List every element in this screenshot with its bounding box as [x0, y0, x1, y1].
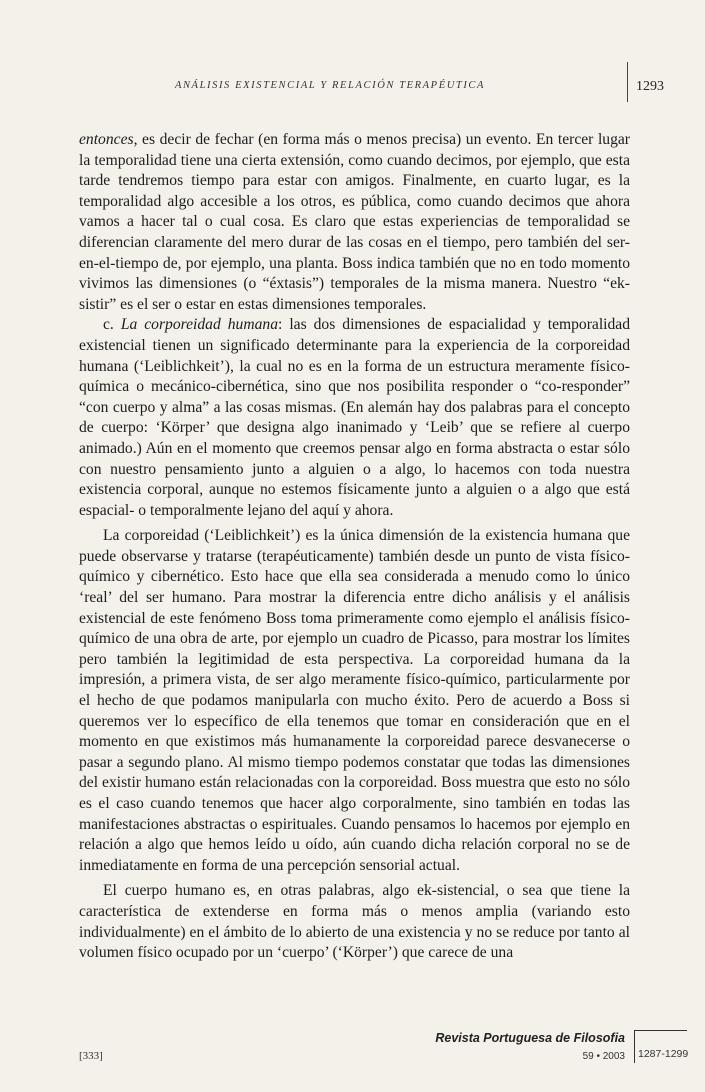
journal-name: Revista Portuguesa de Filosofia [435, 1031, 625, 1045]
bracket-page-number: [333] [79, 1050, 103, 1062]
running-title: ANÁLISIS EXISTENCIAL Y RELACIÓN TERAPÉUTICA [174, 80, 486, 91]
paragraph-2-prefix: c. [103, 316, 121, 334]
paragraph-2-text: : las dos dimensiones de espacialidad y temporalidad existencial tienen un significado determinante para la experiencia de la corporeidad humana (‘Leiblichkeit’), la cual no es en la forma de un estructura meramente físico-química o mecánico-cibernética, sino que nos posibilita responder o “co-responder” “con cuerpo y alma” a las cosas mismas. (En alemán hay dos palabras para el concepto de cuerpo: ‘Körper’ que designa algo inanimado y ‘Leib’ que se refiere al cuerpo animado.) Aún en el momento que creemos pensar algo en forma abstracta o estar sólo con nuestro pensamiento junto a alguien o a algo, lo hacemos con toda nuestra existencia corporal, aunque no estemos físicamente junto a alguien o a algo que está espacial- o temporalmente lejano del aquí y ahora. [79, 316, 631, 519]
body-text [79, 130, 630, 964]
paragraph-2-heading: La corporeidad humana [120, 316, 279, 334]
paragraph-2 [79, 315, 630, 521]
paragraph-3: La corporeidad (‘Leiblichkeit’) es la única dimensión de la existencia humana que puede observarse y tratarse (terapéuticamente) también desde un punto de vista físico-químico y cibernético. Esto hace que ella sea considerada a menudo como lo único ‘real’ del ser humano. Para mostrar la diferencia entre dicho análisis y el análisis existencial de este fenómeno Boss toma primeramente como ejemplo el análisis físico-químico de una obra de arte, por ejemplo un cuadro de Picasso, para mostrar los límites pero también la legitimidad de esta perspectiva. La corporeidad humana da la impresión, a primera vista, de ser algo meramente físico-químico, particularmente por el hecho de que podamos manipularla con mucho éxito. Pero de acuerdo a Boss si queremos ver lo específico de ella tenemos que tomar en consideración que en el momento en que existimos más humanamente la corporeidad parece desvanecerse o pasar a segundo plano. Al mismo tiempo podemos constatar que todas las dimensiones del existir humano están relacionadas con la corporeidad. Boss muestra que esto no sólo es el caso cuando tenemos que hacer algo corporalmente, sino también en todas las manifestaciones abstractas o espirituales. Cuando pensamos lo hacemos por ejemplo en relación a algo que hemos leído u oído, aún cuando dicha relación corporal no se de inmediatamente en forma de una percepción sensorial actual. [79, 527, 630, 874]
journal-issue: 59 • 2003 [582, 1051, 625, 1062]
paragraph-1 [79, 130, 630, 315]
header-divider [627, 62, 628, 102]
paragraph-1-italic: entonces [79, 131, 134, 148]
paragraph-4: El cuerpo humano es, en otras palabras, algo ek-sistencial, o sea que tiene la característica de extenderse en forma más o menos amplia (variando esto individualmente) en el ámbito de lo abierto de una existencia y no se reduce por tanto al volumen físico ocupado por un ‘cuerpo’ (‘Körper’) que carece de una [79, 882, 630, 962]
paragraph-1-text: , es decir de fechar (en forma más o menos precisa) un evento. En tercer lugar la temporalidad tiene una cierta extensión, como cuando decimos, por ejemplo, que esta tarde tendremos tiempo para estar con amigos. Finalmente, en cuarto lugar, es la temporalidad algo accesible a los otros, es pública, como cuando decimos que ahora vamos a hacer tal o cual cosa. Es claro que estas experiencias de temporalidad se diferencian claramente del mero durar de las cosas en el tiempo, pero también del ser-en-el-tiempo de, por ejemplo, una planta. Boss indica también que no en todo momento vivimos las dimensiones (o “éxtasis”) temporales de la misma manera. Nuestro “ek-sistir” es el ser o estar en estas dimensiones temporales. [79, 131, 630, 313]
page-number: 1293 [636, 79, 664, 94]
page-range: 1287-1299 [638, 1048, 689, 1060]
